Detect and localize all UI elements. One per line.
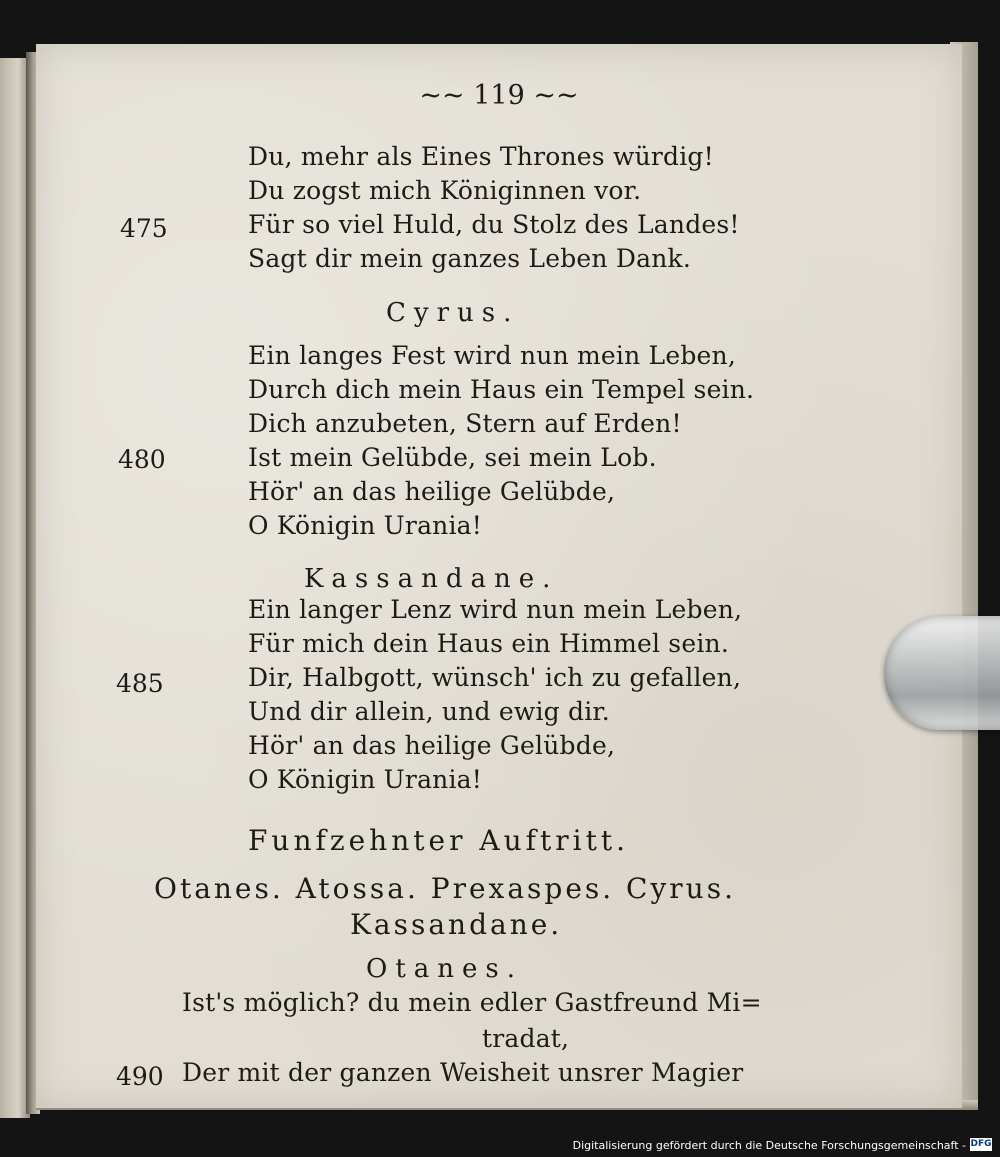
digitization-credit: Digitalisierung gefördert durch die Deutsche Forschungsgemeinschaft - <box>572 1139 966 1152</box>
cast-list: Kassandane. <box>350 908 563 941</box>
line-number: 485 <box>116 669 164 698</box>
verse-line: Du, mehr als Eines Thrones würdig! <box>248 142 714 171</box>
verse-line: Durch dich mein Haus ein Tempel sein. <box>248 375 755 404</box>
verse-line: Hör' an das heilige Gelübde, <box>248 731 616 760</box>
verse-line: Sagt dir mein ganzes Leben Dank. <box>248 244 692 273</box>
verse-line: Ist mein Gelübde, sei mein Lob. <box>248 443 657 472</box>
line-number: 490 <box>116 1062 164 1091</box>
cast-list: Otanes. Atossa. Prexaspes. Cyrus. <box>154 872 736 905</box>
page-number: ~~ 119 ~~ <box>419 80 579 111</box>
book-page <box>36 44 962 1108</box>
verse-line: O Königin Urania! <box>248 765 483 794</box>
verse-line: tradat, <box>482 1024 570 1053</box>
line-number: 475 <box>120 214 168 243</box>
verse-line: Ein langes Fest wird nun mein Leben, <box>248 341 736 370</box>
dfg-logo: DFG <box>970 1139 992 1149</box>
verse-line: Für mich dein Haus ein Himmel sein. <box>248 629 729 658</box>
verse-line: Und dir allein, und ewig dir. <box>248 697 610 726</box>
verse-line: Du zogst mich Königinnen vor. <box>248 176 642 205</box>
verse-line: O Königin Urania! <box>248 511 483 540</box>
verse-line: Der mit der ganzen Weisheit unsrer Magier <box>182 1058 744 1087</box>
speaker-name: Kassandane. <box>304 564 559 594</box>
verse-line: Dir, Halbgott, wünsch' ich zu gefallen, <box>248 663 742 692</box>
line-number: 480 <box>118 445 166 474</box>
verse-line: Dich anzubeten, Stern auf Erden! <box>248 409 682 438</box>
verse-line: Hör' an das heilige Gelübde, <box>248 477 616 506</box>
verse-line: Ist's möglich? du mein edler Gastfreund Mi= <box>182 988 762 1017</box>
glass-page-clip <box>884 616 1000 730</box>
speaker-name: Cyrus. <box>386 298 520 328</box>
verse-line: Ein langer Lenz wird nun mein Leben, <box>248 595 743 624</box>
speaker-name: Otanes. <box>366 954 524 984</box>
scene-title: Funfzehnter Auftritt. <box>248 824 629 857</box>
verse-line: Für so viel Huld, du Stolz des Landes! <box>248 210 740 239</box>
